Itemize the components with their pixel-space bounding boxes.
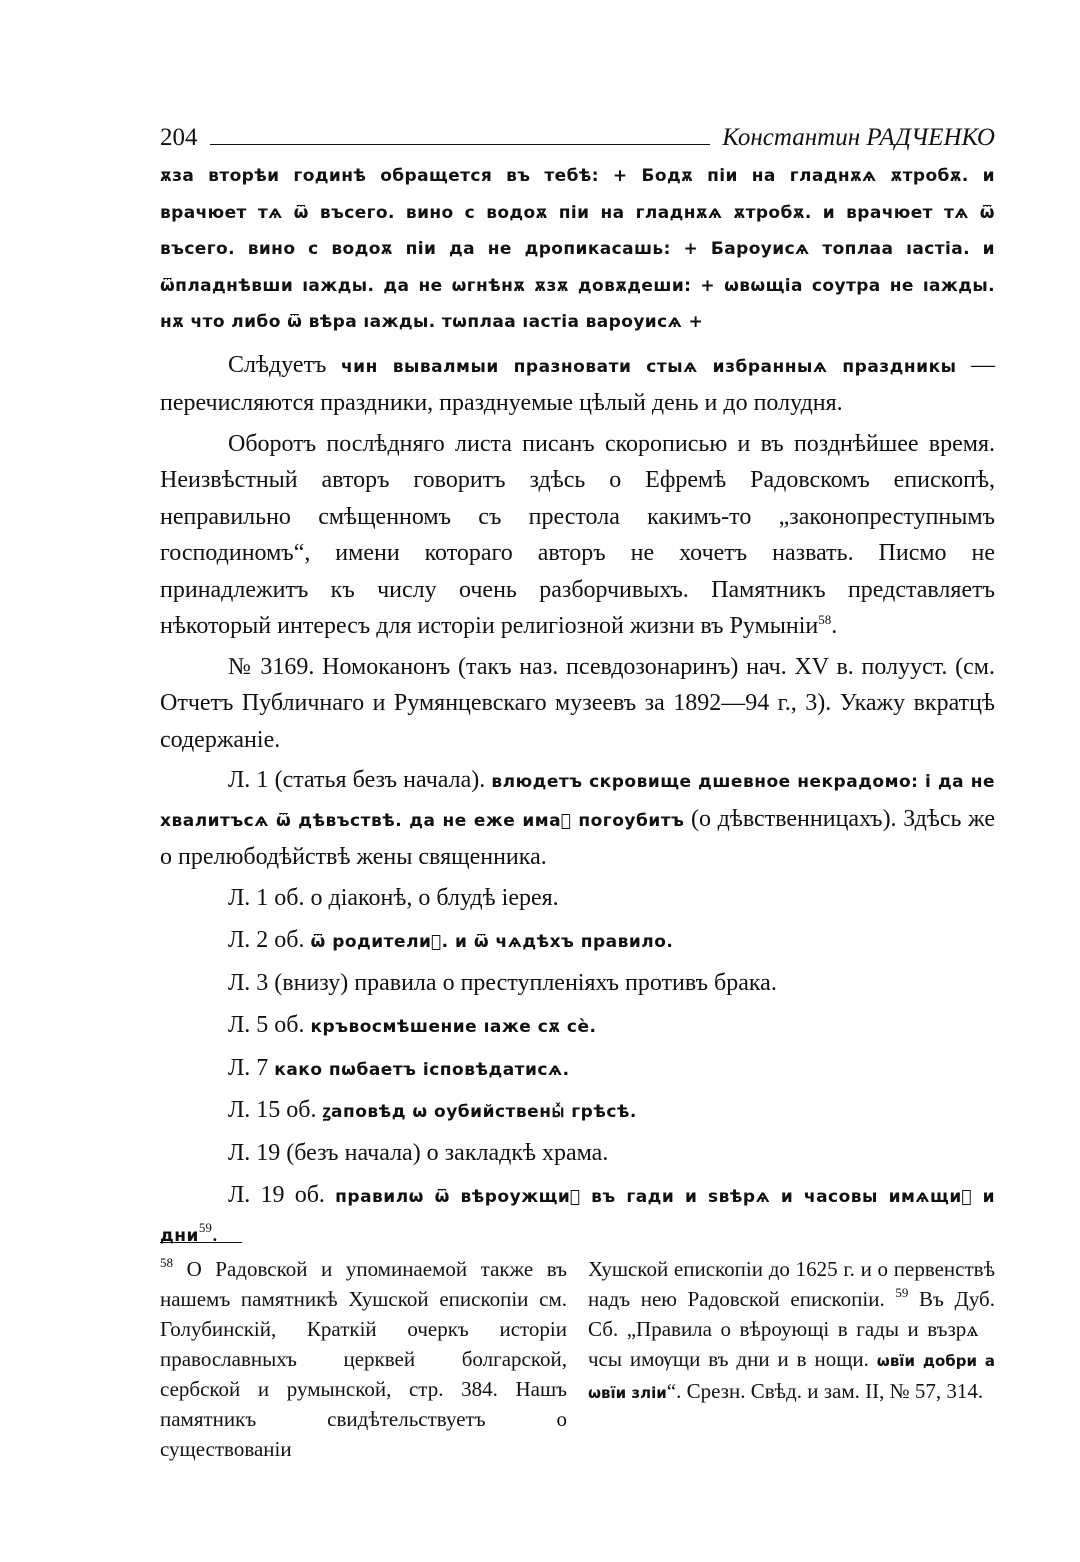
- list-item-text: (внизу) правила о преступленіяхъ противъ брака.: [274, 969, 777, 996]
- paragraph-reverse-leaf-text: Оборотъ послѣдняго листа писанъ скорописью и въ позднѣйшее время. Неизвѣстный авторъ говоритъ здѣсь о Ефремѣ Радовскомъ епископѣ, неправильно смѣщенномъ съ престола какимъ-то „законопреступнымъ господиномъ“, имени котораго авторъ не хочетъ назвать. Писмо не принадлежитъ къ числу очень разборчивыхъ. Памятникъ представляетъ нѣкоторый интересъ для исторіи религіозной жизни въ Румыніи: [160, 430, 995, 639]
- list-item-slavonic: кръвосмѣшение ıаже сѫ сѐ.: [310, 1017, 597, 1037]
- running-head: [160, 112, 995, 152]
- list-item-text: о діаконѣ, о блудѣ іерея.: [310, 884, 559, 911]
- list-item-ref: Л. 19 об.: [228, 1182, 336, 1208]
- paragraph-feasts-start: Слѣдуетъ: [228, 351, 341, 378]
- list-item-slavonic: ꙁаповѣд ѡ оубийственыⷯ грѣсѣ.: [322, 1102, 637, 1122]
- footnote-58-continued: Хушской епископіи до 1625 г. и о первенствѣ надъ нею Радовской епископіи.: [588, 1257, 995, 1311]
- list-item-ref: Л. 1 об.: [228, 884, 311, 911]
- list-item-ref: Л. 15 об.: [228, 1097, 323, 1123]
- list-item: [160, 922, 995, 961]
- paragraph-reverse-leaf: [160, 426, 995, 645]
- footnote-59-slavonic: ѡвїи добри а ѡвїи зліи: [588, 1352, 995, 1402]
- list-item-slavonic: ѿ родителиⷯ. и ѿ чѧдѣхъ правило.: [310, 932, 674, 952]
- list-item-text: (безъ начала) о закладкѣ храма.: [286, 1139, 609, 1166]
- footnote-59: [588, 1254, 995, 1408]
- leaf-1-ref: Л. 1 (статья безъ начала).: [228, 767, 492, 793]
- footnote-58-mark: 58: [160, 1255, 173, 1270]
- footnote-58: [160, 1254, 567, 1464]
- list-item-ref: Л. 3: [228, 969, 275, 996]
- list-item-slavonic: како пѡбаетъ ісповѣдатисѧ.: [274, 1059, 570, 1080]
- slavonic-quotation: ѫза вторѣи годинѣ обращется въ тебѣ: + Бодѫ піи на гладнѫѧ ѫтробѫ. и врачюет тѧ ѿ въсего. вино с водоѫ піи на гладнѫѧ ѫтробѫ. и врачюет тѧ ѿ въсего. вино с водоѫ піи да не дропикасашь: + Бароуисѧ топлаа ıастіа. и ѿпладнѣвши ıажды. да не ѡгнѣнѫ ѫзѫ довѫдеши: + ѡвѡщіа соутра не ıажды. нѫ что либо ѿ вѣра ıажды. тѡплаа ıастіа вароуисѧ +: [160, 166, 995, 332]
- list-item-slavonic: правилѡ ѿ вѣроужщиⷯ въ гади и ѕвѣрѧ и часовы имѧщиⷯ и дни: [160, 1187, 995, 1246]
- list-item: [160, 880, 995, 919]
- footnote-column-right: [588, 1254, 995, 1464]
- leaf-1-end: (о дѣвственницахъ). Здѣсь же о прелюбодѣйствѣ жены священника.: [160, 805, 996, 870]
- page-number: 204: [160, 124, 198, 151]
- list-item: [160, 1135, 995, 1174]
- list-item-end: .: [211, 1220, 218, 1247]
- paragraph-leaf-1: [160, 762, 995, 876]
- list-item-ref: Л. 5 об.: [228, 1012, 311, 1038]
- list-item-last: [160, 1177, 995, 1254]
- list-item-ref: Л. 2 об.: [228, 927, 311, 953]
- paragraph-nomocanon: № 3169. Номоканонъ (такъ наз. псевдозонаринъ) нач. XV в. полууст. (см. Отчетъ Публичнаго и Румянцевскаго музеевъ за 1892—94 г., 3). Укажу вкратцѣ содержаніе.: [160, 653, 995, 753]
- footnote-column-left: [160, 1254, 567, 1464]
- paragraph-feasts-slavonic: чин вывалмыи празновати стыѧ избранныѧ праздникы: [340, 356, 957, 377]
- leaf-1-slavonic: влюдетъ скровище дшевное некрадомо: і да не хвалитъсѧ ѿ дѣвъствѣ. да не еже имаⷮ погоубитъ: [160, 772, 995, 831]
- running-head-author: Константин РАДЧЕНКО: [722, 124, 995, 151]
- main-text: [160, 158, 995, 1258]
- paragraph-feasts-end: — перечисляются праздники, празднуемые цѣлый день и до полудня.: [160, 351, 995, 416]
- footnotes: [160, 1254, 995, 1464]
- footnote-59-text: Въ Дуб. Сб. „Правила о вѣроующі в гады и възрѧⷮ чсы имѹщи въ дни и в нощи.: [588, 1287, 995, 1371]
- paragraph-feasts: [160, 347, 995, 422]
- footnote-separator: [160, 1242, 242, 1243]
- list-item: [160, 1050, 995, 1089]
- footnote-58-text: О Радовской и упоминаемой также въ нашемъ памятникѣ Хушской епископіи см. Голубинскій, Краткій очеркъ исторіи православныхъ церквей болгарской, сербской и румынской, стр. 384. Нашъ памятникъ свидѣтельствуетъ о существованіи: [160, 1257, 567, 1461]
- list-item-ref: Л. 7: [228, 1054, 275, 1081]
- footnote-59-mark: 59: [895, 1285, 909, 1300]
- footnote-ref-58: 58: [818, 612, 832, 627]
- footnote-ref-59: 59: [198, 1219, 212, 1235]
- paragraph-reverse-leaf-end: .: [831, 613, 838, 639]
- footnote-59-end: “. Срезн. Свѣд. и зам. II, № 57, 314.: [666, 1379, 984, 1403]
- header-rule: [210, 144, 711, 145]
- list-item-ref: Л. 19: [228, 1139, 287, 1166]
- list-item: [160, 965, 995, 1004]
- list-item: [160, 1007, 995, 1046]
- list-item: [160, 1092, 995, 1131]
